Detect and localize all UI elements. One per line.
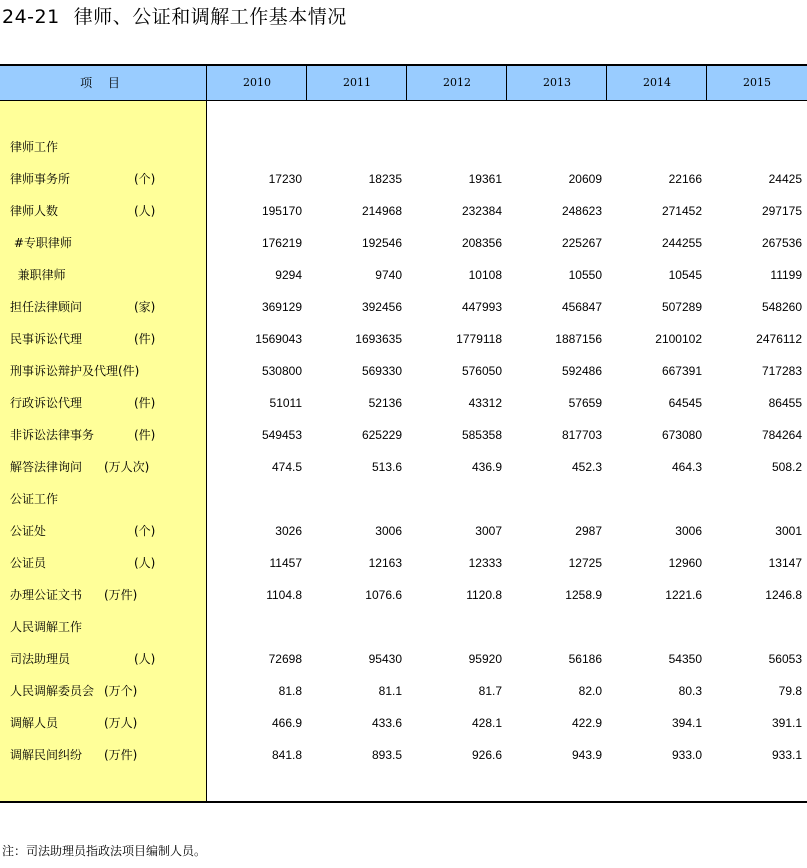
row-value: 297175 [761, 204, 802, 218]
row-value: 17230 [268, 172, 302, 186]
header-divider [206, 66, 207, 100]
table-row [0, 227, 807, 259]
row-value: 248623 [561, 204, 602, 218]
row-value [702, 611, 802, 643]
header-year: 2013 [543, 76, 571, 89]
row-unit: (万件) [104, 748, 138, 762]
row-unit: (个) [134, 172, 156, 186]
row-value: 1569043 [255, 332, 302, 346]
row-value: 52136 [368, 396, 402, 410]
row-value: 548260 [761, 300, 802, 314]
row-value: 12163 [368, 556, 402, 570]
row-unit: (件) [134, 332, 156, 346]
row-label: 行政诉讼代理 [10, 396, 83, 410]
row-label: 人民调解委员会 [10, 684, 95, 698]
header-divider [306, 66, 307, 100]
row-value: 784264 [761, 428, 802, 442]
row-label: 律师人数 [10, 204, 59, 218]
row-value: 817703 [561, 428, 602, 442]
row-value: 433.6 [371, 716, 402, 730]
row-label: 公证工作 [10, 492, 59, 506]
row-value: 9294 [275, 268, 302, 282]
row-label: 办理公证文书 [10, 588, 83, 602]
footnote: 注：司法助理员指政法项目编制人员。 [2, 844, 207, 858]
row-value: 2476112 [756, 332, 802, 346]
row-value: 18235 [368, 172, 402, 186]
row-value: 214968 [361, 204, 402, 218]
row-label: 人民调解工作 [10, 620, 83, 634]
header-divider [506, 66, 507, 100]
row-value: 81.7 [478, 684, 502, 698]
row-value [202, 131, 302, 163]
header-year: 2015 [743, 76, 771, 89]
row-value: 80.3 [678, 684, 702, 698]
row-value: 3026 [275, 524, 302, 538]
header-item: 项 目 [80, 76, 126, 90]
row-value [602, 611, 702, 643]
header-divider [406, 66, 407, 100]
row-label: 担任法律顾问 [10, 300, 83, 314]
row-value: 9740 [375, 268, 402, 282]
row-unit: (个) [134, 524, 156, 538]
row-label: 兼职律师 [10, 268, 66, 282]
row-value: 13147 [768, 556, 802, 570]
header-year: 2014 [643, 76, 671, 89]
table-title: 律师、公证和调解工作基本情况 [73, 6, 347, 28]
table-bottom-rule [0, 801, 807, 803]
table-row [0, 739, 807, 771]
row-value: 549453 [261, 428, 302, 442]
table-row [0, 451, 807, 483]
row-unit: (人) [134, 204, 156, 218]
row-value [702, 483, 802, 515]
table-row [0, 323, 807, 355]
table-row [0, 131, 807, 163]
row-value: 10550 [568, 268, 602, 282]
row-value: 392456 [361, 300, 402, 314]
row-value: 225267 [561, 236, 602, 250]
row-value: 1887156 [555, 332, 602, 346]
table-row [0, 643, 807, 675]
table-number: 24-21 [2, 6, 60, 28]
row-value [502, 483, 602, 515]
row-value: 11199 [770, 268, 802, 282]
row-value: 82.0 [578, 684, 602, 698]
row-value: 10545 [668, 268, 702, 282]
table-row [0, 163, 807, 195]
row-value: 51011 [269, 396, 302, 410]
row-value: 176219 [261, 236, 302, 250]
row-value: 2987 [575, 524, 602, 538]
row-value: 841.8 [271, 748, 302, 762]
row-value: 3007 [475, 524, 502, 538]
row-label: 非诉讼法律事务 [10, 428, 95, 442]
row-value: 717283 [761, 364, 802, 378]
row-unit: (家) [134, 300, 156, 314]
row-value [202, 611, 302, 643]
row-value: 926.6 [471, 748, 502, 762]
row-value: 452.3 [571, 460, 602, 474]
table-row [0, 515, 807, 547]
row-value: 508.2 [771, 460, 802, 474]
header-year: 2010 [243, 76, 271, 89]
row-value: 57659 [568, 396, 602, 410]
table-row [0, 707, 807, 739]
row-value: 513.6 [371, 460, 402, 474]
row-value: 79.8 [778, 684, 802, 698]
row-value: 43312 [468, 396, 502, 410]
row-value: 1779118 [456, 332, 502, 346]
row-unit: (万件) [104, 588, 138, 602]
row-value: 208356 [461, 236, 502, 250]
row-value: 232384 [461, 204, 502, 218]
row-label: 调解人员 [10, 716, 59, 730]
row-value [302, 611, 402, 643]
row-value: 1076.6 [365, 588, 402, 602]
row-value: 54350 [668, 652, 702, 666]
table-row [0, 387, 807, 419]
row-value: 271452 [661, 204, 702, 218]
row-value: 11457 [269, 556, 302, 570]
data-table [0, 64, 807, 802]
row-unit: (万人) [104, 716, 138, 730]
row-value: 464.3 [671, 460, 702, 474]
header-divider [606, 66, 607, 100]
row-value: 19361 [468, 172, 502, 186]
row-unit: (万个) [104, 684, 138, 698]
row-value [302, 483, 402, 515]
row-value: 394.1 [671, 716, 702, 730]
row-value: 576050 [461, 364, 502, 378]
row-value: 1693635 [355, 332, 402, 346]
table-row [0, 195, 807, 227]
row-value: 1221.6 [665, 588, 702, 602]
header-year: 2011 [343, 76, 371, 89]
row-value: 86455 [768, 396, 802, 410]
row-value: 2100102 [655, 332, 702, 346]
row-value [402, 611, 502, 643]
row-value: 192546 [361, 236, 402, 250]
row-value: 1104.8 [266, 588, 302, 602]
row-label: 解答法律询问 [10, 460, 83, 474]
table-row [0, 355, 807, 387]
row-value: 422.9 [571, 716, 602, 730]
row-value [502, 611, 602, 643]
row-label: 调解民间纠纷 [10, 748, 83, 762]
row-label: 公证员 [10, 556, 47, 570]
table-row [0, 291, 807, 323]
row-value: 474.5 [271, 460, 302, 474]
row-value: 507289 [661, 300, 702, 314]
row-value: 1120.8 [466, 588, 502, 602]
row-label: 刑事诉讼辩护及代理(件) [10, 364, 140, 378]
row-value: 625229 [361, 428, 402, 442]
header-year: 2012 [443, 76, 471, 89]
row-value: 12333 [468, 556, 502, 570]
row-value: 81.8 [278, 684, 302, 698]
table-header [0, 66, 807, 101]
row-value: 20609 [568, 172, 602, 186]
table-row [0, 419, 807, 451]
row-value: 530800 [261, 364, 302, 378]
page-title [2, 4, 347, 30]
row-value: 56186 [568, 652, 602, 666]
table-row [0, 483, 807, 515]
row-unit: (件) [134, 396, 156, 410]
row-value [602, 131, 702, 163]
row-value: 64545 [668, 396, 702, 410]
row-value: 893.5 [371, 748, 402, 762]
row-label: #专职律师 [10, 236, 72, 250]
row-value: 943.9 [571, 748, 602, 762]
row-value [702, 131, 802, 163]
row-unit: (万人次) [104, 460, 150, 474]
row-value: 1246.8 [765, 588, 802, 602]
row-value: 22166 [668, 172, 702, 186]
row-value: 447993 [461, 300, 502, 314]
row-value [402, 483, 502, 515]
row-label: 律师事务所 [10, 172, 71, 186]
row-value: 10108 [468, 268, 502, 282]
row-value: 1258.9 [565, 588, 602, 602]
row-value: 72698 [268, 652, 302, 666]
row-value [602, 483, 702, 515]
row-value: 3006 [675, 524, 702, 538]
row-value: 3006 [375, 524, 402, 538]
table-row [0, 675, 807, 707]
header-divider [706, 66, 707, 100]
row-unit: (人) [134, 556, 156, 570]
row-value: 244255 [661, 236, 702, 250]
row-value: 3001 [775, 524, 802, 538]
row-unit: (人) [134, 652, 156, 666]
row-value: 592486 [561, 364, 602, 378]
row-label: 民事诉讼代理 [10, 332, 83, 346]
row-label: 律师工作 [10, 140, 59, 154]
row-value: 436.9 [471, 460, 502, 474]
table-row [0, 579, 807, 611]
row-value: 673080 [661, 428, 702, 442]
row-value: 195170 [261, 204, 302, 218]
row-value: 466.9 [271, 716, 302, 730]
row-value [402, 131, 502, 163]
row-value: 933.0 [671, 748, 702, 762]
row-value: 667391 [661, 364, 702, 378]
row-value: 267536 [761, 236, 802, 250]
row-label: 司法助理员 [10, 652, 71, 666]
row-value: 24425 [768, 172, 802, 186]
table-row [0, 547, 807, 579]
row-value: 12725 [568, 556, 602, 570]
row-value: 95920 [468, 652, 502, 666]
row-value: 81.1 [378, 684, 402, 698]
row-value: 56053 [768, 652, 802, 666]
row-value: 456847 [561, 300, 602, 314]
row-unit: (件) [134, 428, 156, 442]
row-value: 391.1 [771, 716, 802, 730]
row-label: 公证处 [10, 524, 47, 538]
row-value [502, 131, 602, 163]
row-value [202, 483, 302, 515]
row-value: 428.1 [471, 716, 502, 730]
row-value: 369129 [261, 300, 302, 314]
row-value: 933.1 [771, 748, 802, 762]
table-row [0, 611, 807, 643]
row-value [302, 131, 402, 163]
row-value: 569330 [361, 364, 402, 378]
row-value: 585358 [461, 428, 502, 442]
row-value: 95430 [368, 652, 402, 666]
table-row [0, 259, 807, 291]
row-value: 12960 [668, 556, 702, 570]
